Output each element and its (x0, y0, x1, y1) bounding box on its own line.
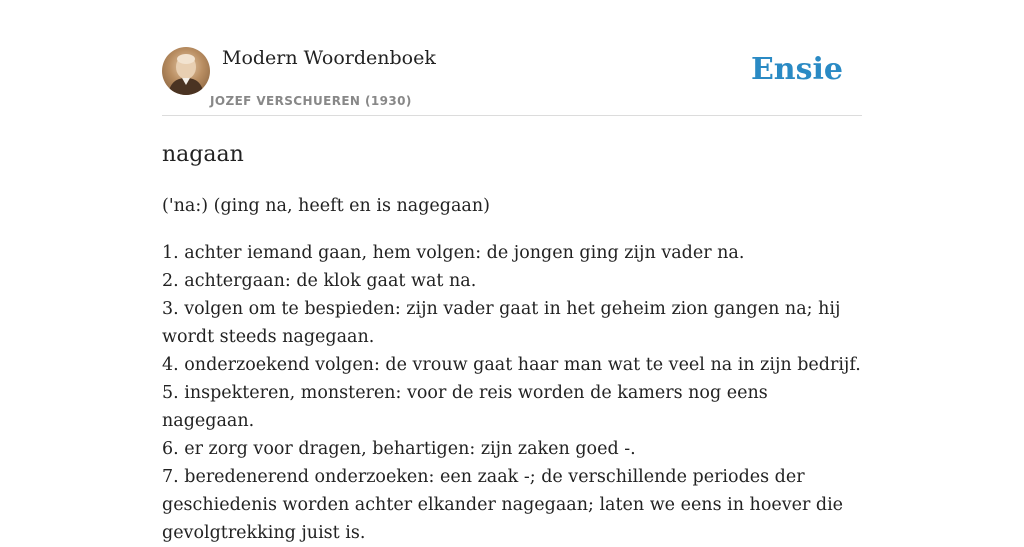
book-author: JOZEF VERSCHUEREN (1930) (210, 94, 412, 108)
ensie-logo[interactable]: Ensie (750, 52, 843, 87)
definition-item: 5. inspekteren, monsteren: voor de reis worden de kamers nog eens nagegaan. (162, 383, 768, 431)
definition-list (162, 239, 862, 547)
definition-item: 2. achtergaan: de klok gaat wat na. (162, 271, 477, 291)
definition-item: 7. beredenerend onderzoeken: een zaak -; de verschillende periodes der geschiedenis worden achter elkander nagegaan; laten we eens in hoever die gevolgtrekking juist is. (162, 467, 844, 543)
definition-item: 6. er zorg voor dragen, behartigen: zijn zaken goed -. (162, 439, 636, 459)
definition-item: 4. onderzoekend volgen: de vrouw gaat haar man wat te veel na in zijn bedrijf. (162, 355, 861, 375)
entry-pronunciation: ('na:) (ging na, heeft en is nagegaan) (162, 196, 490, 216)
page-container (162, 0, 862, 543)
book-title[interactable]: Modern Woordenboek (222, 47, 436, 69)
definition-item: 1. achter iemand gaan, hem volgen: de jongen ging zijn vader na. (162, 243, 745, 263)
author-portrait-icon (162, 47, 210, 95)
source-header (162, 0, 862, 116)
definition-item: 3. volgen om te bespieden: zijn vader gaat in het geheim zion gangen na; hij wordt steeds nagegaan. (162, 299, 841, 347)
author-avatar[interactable] (162, 47, 210, 95)
entry-headword: nagaan (162, 142, 244, 167)
